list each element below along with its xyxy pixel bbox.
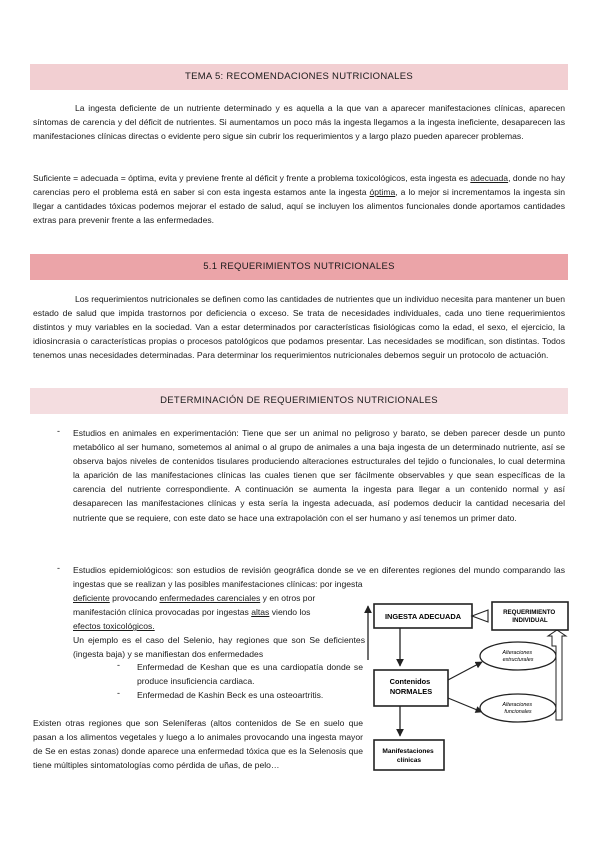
text: y en otros por: [260, 593, 316, 603]
arrow-to-requerimiento: [472, 610, 488, 622]
text: provocando: [109, 593, 160, 603]
underlined-efectos-toxicologicos: efectos toxicológicos.: [73, 621, 155, 632]
underlined-optima: óptima: [369, 187, 396, 198]
bullet-estudios-animales: Estudios en animales en experimentación: Tiene que ser un animal no peligroso y barato, se deben parecer desde un punto metabólico al ser humano, sometemos al animal o al grupo de animales a una baja ingesta de un determinado nutriente, así se observa bajos niveles de contenidos tisulares produciendo alteraciones estructurales del tejido o funcionales, lo cual determina la aparición de las manifestaciones clínicas las cuales tienen que ser fácilmente observables y que sean específicas de la carencia del nutriente correspondiente. A continuación se aumenta la ingesta para llegar a un contenido normal y así desaparecen las manifestaciones clínicas y esta sería la ingesta adecuada, así podemos deducir la cantidad necesaria del nutriente que se requiere, con este dato se hace una extrapolación con el ser humano y así tenemos un primer dato.: [73, 428, 565, 523]
alteraciones-funcionales-label: [501, 702, 533, 715]
ellipse-line: Alteraciones: [502, 702, 533, 708]
sub-kashin-beck: Enfermedad de Kashin Beck es una osteoartritis.: [137, 690, 324, 700]
contenidos-line: Contenidos: [389, 677, 431, 686]
requerimiento-line: INDIVIDUAL: [512, 617, 548, 624]
alteraciones-funcionales-ellipse: [480, 694, 556, 722]
manifestaciones-line: Manifestaciones: [382, 748, 434, 755]
ellipse-line: Alteraciones: [502, 650, 533, 656]
ellipse-line: funcionales: [504, 709, 532, 715]
paragraph-ingesta-deficiente: La ingesta deficiente de un nutriente determinado y es aquella a la que van a aparecer manifestaciones clínicas, aparecen síntomas de carencia y del déficit de nutrientes. Si aumentamos un poco más la ingesta llegamos a la ingesta ineficiente, desaparecen las manifestaciones clínicas directas o evidente pero sigue sin cubrir los requerimientos y a largo plazo pueden aparecer problemas.: [33, 103, 565, 142]
contenidos-line: NORMALES: [389, 687, 433, 696]
paragraph-suficiente: [33, 171, 565, 227]
ingesta-diagram: [360, 600, 572, 775]
paragraph-requerimientos: Los requerimientos nutricionales se definen como las cantidades de nutrientes que un individuo necesita para mantener un buen estado de salud que impida trastornos por deficiencia o exceso. Se trata de necesidades individuales, cada uno tiene requerimientos distintos y muy variables en la sociedad. Van a estar determinados por características fisiológicas como la edad, el sexo, el ejercicio, la idiosincrasia o características propias o procesos patológicos que podamos presentar. Las necesidades se modifican, son distintas. Todos tenemos unas necesidades determinadas. Para determinar los requerimientos nutricionales debemos seguir un protocolo de actuación.: [33, 294, 565, 361]
determinacion-header: DETERMINACIÓN DE REQUERIMIENTOS NUTRICIONALES: [30, 388, 568, 414]
alteraciones-estructurales-ellipse: [480, 642, 556, 670]
paragraph-seleniferas: Existen otras regiones que son Seleníferas (altos contenidos de Se en suelo que pasan a los alimentos vegetales y luego a lo animales provocando una ingesta mayor de Se en estas zonas) donde aparece una enfermedad tóxica que es la Selenosis que tiene múltiples sintomatologías como pérdida de uñas, de pelo…: [33, 718, 363, 771]
requerimiento-box: [492, 602, 568, 630]
bullet-dash: -: [57, 563, 60, 573]
manifestaciones-line: clínicas: [396, 757, 422, 764]
text: Suficiente = adecuada = óptima, evita y previene frente al déficit y frente a problema toxicológicos, esta ingesta es: [33, 173, 471, 183]
text: manifestación clínica provocadas por ingestas: [73, 607, 252, 618]
requerimiento-line: REQUERIMIENTO: [503, 609, 556, 616]
underlined-deficiente: deficiente: [73, 593, 110, 603]
epidemiologicos-continuation: [73, 591, 363, 633]
ellipse-line: estructurales: [502, 657, 534, 663]
text: viendo los: [269, 607, 311, 618]
bullet-estudios-epidemiologicos: Estudios epidemiológicos: son estudios de revisión geográfica donde se ve en diferentes regiones del mundo comparando las ingestas que se realizan y las posibles manifestaciones clínicas: por ingesta: [73, 565, 565, 590]
sub-keshan: Enfermedad de Keshan que es una cardiopatía donde se produce insuficiencia cardiaca.: [137, 662, 363, 687]
tema-header: TEMA 5: RECOMENDACIONES NUTRICIONALES: [30, 64, 568, 90]
ingesta-adecuada-label: INGESTA ADECUADA: [384, 612, 462, 621]
sub-bullet-dash: -: [117, 660, 120, 670]
underlined-adecuada: adecuada: [470, 173, 509, 183]
manifestaciones-box: [374, 740, 444, 770]
selenio-example: Un ejemplo es el caso del Selenio, hay regiones que son Se deficientes (ingesta baja) y se manifiestan dos enfermedades: [73, 635, 365, 660]
section-header: 5.1 REQUERIMIENTOS NUTRICIONALES: [30, 254, 568, 280]
underlined-enfermedades-carenciales: enfermedades carenciales: [159, 593, 261, 603]
text: , donde no hay carencias pero el problema está en saber si con esta ingesta estamos ante la ingesta: [33, 173, 565, 198]
bullet-dash: -: [57, 426, 60, 436]
underlined-altas: altas: [251, 607, 270, 618]
arrow-to-funcionales: [448, 698, 482, 712]
arrow-to-estructurales: [448, 662, 482, 680]
text: , a lo mejor si incrementamos la ingesta sin llegar a cantidades tóxicas podemos mejorar el estado de salud, aquí se incluyen los alimentos funcionales donde aportamos cantidades extras para prevenir frente a las enfermedades.: [33, 187, 565, 226]
sub-bullet-dash: -: [117, 688, 120, 698]
contenidos-label: [390, 677, 433, 696]
alteraciones-estructurales-label: [501, 650, 533, 663]
